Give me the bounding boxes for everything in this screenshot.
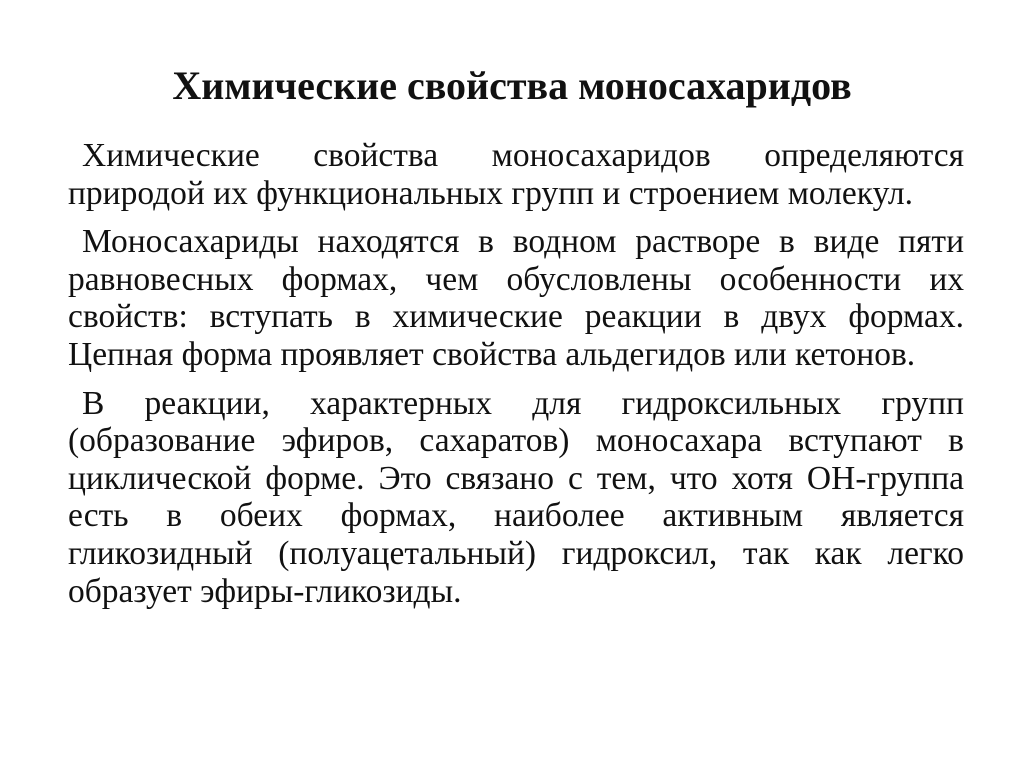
paragraph-3: В реакции, характерных для гидроксильных групп (образование эфиров, сахаратов) моносахара вступают в циклической форме. Это связано с тем, что хотя ОН-группа есть в обеих формах, наиболее активным является гликозидный (полуацетальный) гидроксил, так как легко образует эфиры-гликозиды. — [68, 384, 964, 610]
slide-title: Химические свойства моносахаридов — [172, 63, 852, 108]
slide-body — [68, 137, 964, 621]
paragraph-1: Химические свойства моносахаридов определяются природой их функциональных групп и строением молекул. — [68, 137, 964, 212]
paragraph-2: Моносахариды находятся в водном растворе в виде пяти равновесных формах, чем обусловлены особенности их свойств: вступать в химические реакции в двух формах. Цепная форма проявляет свойства альдегидов или кетонов. — [68, 223, 964, 373]
